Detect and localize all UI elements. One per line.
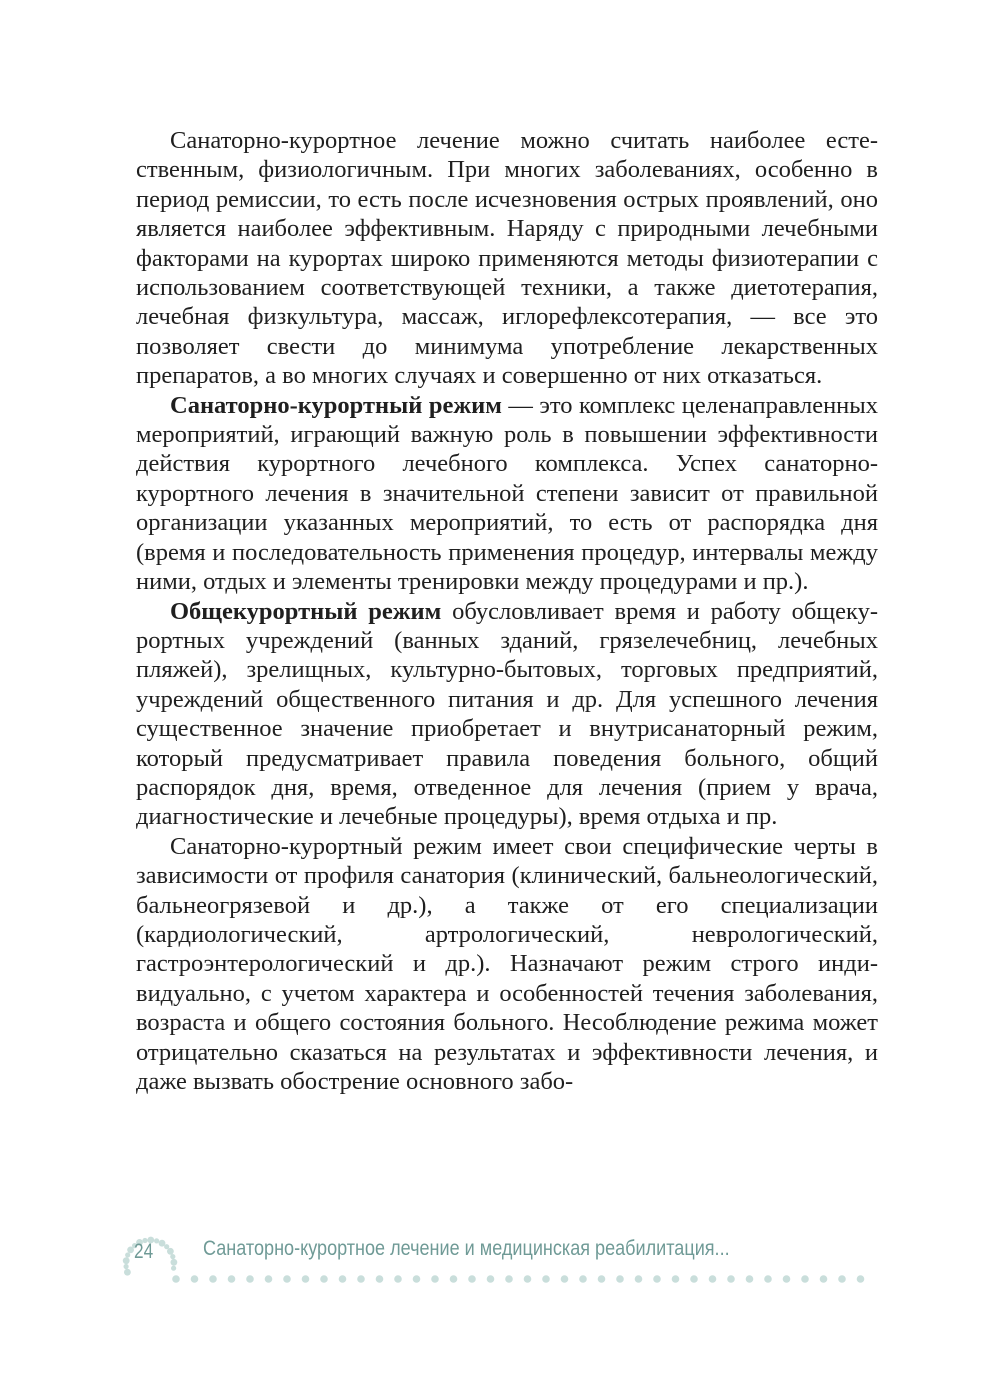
paragraph-3: [136, 597, 878, 832]
page-body: [136, 126, 878, 1096]
term-sanatorium-regime: Санаторно-курортный режим: [170, 391, 502, 419]
page-footer: [110, 1228, 890, 1298]
page-number: 24: [134, 1240, 154, 1263]
running-title: Санаторно-курортное лечение и медицинская реабилитация...: [203, 1236, 730, 1260]
paragraph-1-text: Санаторно-курортное лечение можно считать наиболее естественным, физиологичным. При многих заболеваниях, особенно в период ремиссии, то есть после исчезновения острых проявлений, оно является наиболее эффективным. Наряду с природными лечебными факторами на курортах широко применяются методы физиотерапии с использованием соответствующей техники, а также диетотерапия, лечебная физкультура, массаж, иглорефлексотерапия, — все это позволяет свести до минимума употребление лекарственных препаратов, а во многих случаях и совершенно от них отказаться.: [136, 127, 878, 390]
paragraph-1: [136, 126, 878, 391]
paragraph-4-text: Санаторно-курортный режим имеет свои специфические черты в зависимости от профиля санатория (клинический, бальнеологический, бальнеогрязевой и др.), а также от его специализации (кардиологический, артрологический, неврологический, гастроэнтерологический и др.). Назначают режим строго индивидуально, с учетом характера и особенностей течения заболевания, возраста и общего состояния больного. Несоблюдение режима может отрицательно сказаться на результатах и эффективности лечения, и даже вызвать обострение основного забо-: [136, 832, 878, 1095]
dotted-rule: [170, 1272, 890, 1286]
paragraph-3-text: обусловливает время и работу общекурортных учреждений (ванных зданий, грязелечебниц, лечебных пляжей), зрелищных, культурно-бытовых, торговых предприятий, учреждений общественного питания и др. Для успешного лечения существенное значение приобретает и внутрисанаторный режим, который предусматривает правила поведения больного, общий распорядок дня, время, отведенное для лечения (прием у врача, диагностические и лечебные процедуры), время отдыха и пр.: [136, 597, 879, 831]
paragraph-4: [136, 832, 878, 1097]
term-general-resort-regime: Общекурортный режим: [170, 597, 442, 625]
paragraph-2: [136, 391, 878, 597]
paragraph-2-text: — это комплекс целенаправленных мероприятий, играющий важную роль в повышении эффективности действия курортного лечебного комплекса. Успех санаторно-курортного лечения в значительной степени зависит от правильной организации указанных мероприятий, то есть от распорядка дня (время и последовательность применения процедур, интервалы между ними, отдых и элементы тренировки между процедурами и пр.).: [136, 391, 878, 596]
